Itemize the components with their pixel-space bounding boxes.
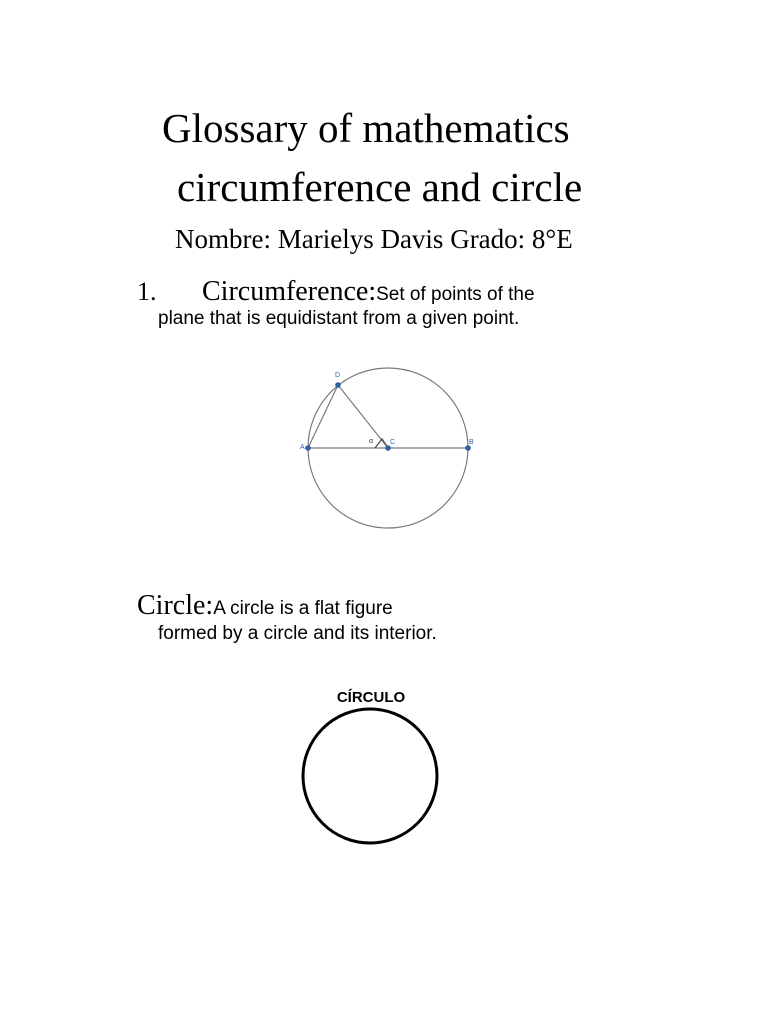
point-c xyxy=(385,445,391,451)
label-b: B xyxy=(469,439,474,446)
label-c: C xyxy=(390,439,396,446)
definition-circle xyxy=(137,590,393,622)
definition-term: Circumference: xyxy=(202,276,377,307)
definition-term: Circle: xyxy=(137,590,214,621)
circle-caption: CÍRCULO xyxy=(336,689,406,706)
title-line-1: Glossary of mathematics xyxy=(162,105,570,151)
circumference-diagram xyxy=(288,352,494,542)
definition-text-line-1: Set of points of the xyxy=(376,284,535,305)
student-info: Nombre: Marielys Davis Grado: 8°E xyxy=(175,224,573,254)
definition-number: 1. xyxy=(137,277,157,306)
circle-diagram xyxy=(258,680,494,856)
point-b xyxy=(465,445,471,451)
point-a xyxy=(305,445,311,451)
title-line-2: circumference and circle xyxy=(177,164,583,210)
definition-text-line-2: plane that is equidistant from a given point. xyxy=(158,308,520,329)
point-d xyxy=(335,382,341,388)
label-alpha: α xyxy=(369,438,374,445)
definition-text-line-1: A circle is a flat figure xyxy=(213,598,393,619)
definition-circumference xyxy=(137,276,535,308)
label-a: A xyxy=(300,444,305,451)
definition-text-line-2: formed by a circle and its interior. xyxy=(158,623,437,644)
label-d: D xyxy=(335,372,341,379)
